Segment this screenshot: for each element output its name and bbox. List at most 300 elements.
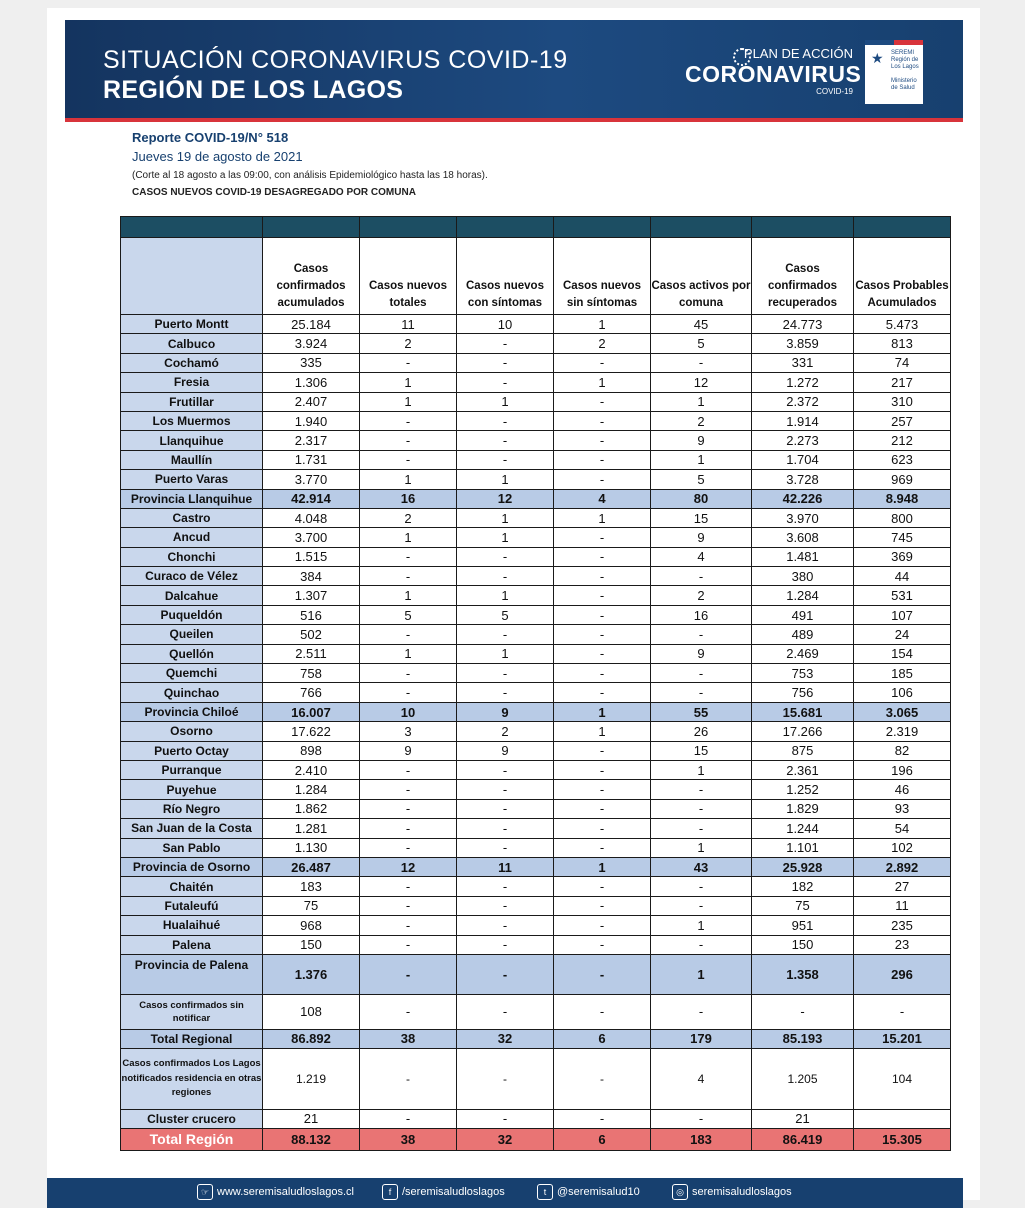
table-row bbox=[121, 664, 951, 683]
table-cell: 102 bbox=[854, 838, 951, 857]
row-label: Cluster crucero bbox=[121, 1109, 263, 1128]
table-cell: 3.065 bbox=[854, 702, 951, 721]
table-cell: 2 bbox=[360, 334, 457, 353]
footer-twitter-label: @seremisalud10 bbox=[557, 1186, 640, 1198]
table-cell: 1.284 bbox=[263, 780, 360, 799]
row-label: Casos confirmados sin notificar bbox=[121, 994, 263, 1029]
table-cell: 150 bbox=[263, 935, 360, 954]
table-cell: 489 bbox=[752, 625, 854, 644]
table-cell: 9 bbox=[457, 702, 554, 721]
instagram-icon: ◎ bbox=[672, 1184, 688, 1200]
row-label: Provincia de Palena bbox=[121, 954, 263, 994]
table-cell: 3.770 bbox=[263, 470, 360, 489]
table-header-row bbox=[121, 238, 951, 315]
footer-facebook[interactable] bbox=[382, 1184, 505, 1200]
table-cell: 951 bbox=[752, 916, 854, 935]
table-cell: 26.487 bbox=[263, 857, 360, 876]
plan-sub: COVID-19 bbox=[816, 87, 853, 96]
row-label: Futaleufú bbox=[121, 896, 263, 915]
footer-web[interactable] bbox=[197, 1184, 354, 1200]
plan-logo bbox=[685, 46, 862, 96]
table-cell: 2 bbox=[651, 586, 752, 605]
table-row bbox=[121, 547, 951, 566]
table-cell: 86.892 bbox=[263, 1029, 360, 1048]
table-cell: 623 bbox=[854, 450, 951, 469]
table-cell: 1 bbox=[554, 373, 651, 392]
table-cell: 183 bbox=[651, 1128, 752, 1150]
table-cell: 179 bbox=[651, 1029, 752, 1048]
row-label: Calbuco bbox=[121, 334, 263, 353]
table-cell: 12 bbox=[360, 857, 457, 876]
table-cell: 1.481 bbox=[752, 547, 854, 566]
table-cell: 9 bbox=[457, 741, 554, 760]
table-cell: - bbox=[651, 664, 752, 683]
table-cell: - bbox=[554, 954, 651, 994]
table-cell: 15.201 bbox=[854, 1029, 951, 1048]
table-cell: - bbox=[360, 567, 457, 586]
table-cell: 491 bbox=[752, 605, 854, 624]
table-cell: 875 bbox=[752, 741, 854, 760]
table-cell: 108 bbox=[263, 994, 360, 1029]
table-cell: - bbox=[554, 799, 651, 818]
table-cell: 1.940 bbox=[263, 411, 360, 430]
table-cell: 2 bbox=[651, 411, 752, 430]
table-cell: 758 bbox=[263, 664, 360, 683]
table-row bbox=[121, 819, 951, 838]
table-cell: 42.914 bbox=[263, 489, 360, 508]
table-cell: - bbox=[360, 780, 457, 799]
table-cell: 104 bbox=[854, 1048, 951, 1109]
table-cell: 1 bbox=[360, 392, 457, 411]
table-cell: 898 bbox=[263, 741, 360, 760]
table-cell: 4 bbox=[651, 547, 752, 566]
table-cell: - bbox=[457, 334, 554, 353]
banner-title-line2: REGIÓN DE LOS LAGOS bbox=[103, 76, 404, 104]
table-cell: 5.473 bbox=[854, 315, 951, 334]
report-subtitle: CASOS NUEVOS COVID-19 DESAGREGADO POR COMUNA bbox=[132, 187, 416, 198]
table-cell: 25.184 bbox=[263, 315, 360, 334]
table-cell: - bbox=[360, 954, 457, 994]
table-cell: 1.307 bbox=[263, 586, 360, 605]
table-cell: - bbox=[360, 353, 457, 372]
table-cell: 86.419 bbox=[752, 1128, 854, 1150]
table-row bbox=[121, 935, 951, 954]
table-cell: 183 bbox=[263, 877, 360, 896]
table-cell: 185 bbox=[854, 664, 951, 683]
table-cell: - bbox=[360, 916, 457, 935]
table-cell: 1 bbox=[457, 470, 554, 489]
table-cell: - bbox=[457, 1109, 554, 1128]
table-cell: 26 bbox=[651, 722, 752, 741]
table-cell: - bbox=[554, 625, 651, 644]
table-cell: 1.704 bbox=[752, 450, 854, 469]
star-icon: ★ bbox=[871, 50, 884, 66]
table-cell: - bbox=[554, 819, 651, 838]
table-cell: 10 bbox=[360, 702, 457, 721]
otras-row bbox=[121, 1048, 951, 1109]
table-cell: - bbox=[457, 664, 554, 683]
table-cell: - bbox=[360, 1109, 457, 1128]
table-cell: - bbox=[457, 896, 554, 915]
table-cell: 17.266 bbox=[752, 722, 854, 741]
table-cell: - bbox=[457, 625, 554, 644]
table-cell: 12 bbox=[651, 373, 752, 392]
table-cell: 2.372 bbox=[752, 392, 854, 411]
table-cell: 502 bbox=[263, 625, 360, 644]
table-cell: - bbox=[360, 547, 457, 566]
table-cell: 16.007 bbox=[263, 702, 360, 721]
table-cell: 1.219 bbox=[263, 1048, 360, 1109]
row-label: Hualaihué bbox=[121, 916, 263, 935]
table-cell: - bbox=[360, 625, 457, 644]
table-cell: - bbox=[360, 935, 457, 954]
table-cell: 38 bbox=[360, 1128, 457, 1150]
cluster-row bbox=[121, 1109, 951, 1128]
table-cell: 1 bbox=[554, 857, 651, 876]
row-label: Dalcahue bbox=[121, 586, 263, 605]
table-cell: 1.829 bbox=[752, 799, 854, 818]
table-cell: - bbox=[554, 1048, 651, 1109]
table-cell: - bbox=[554, 916, 651, 935]
table-cell: 3.924 bbox=[263, 334, 360, 353]
table-cell: 15 bbox=[651, 508, 752, 527]
table-cell: 1.272 bbox=[752, 373, 854, 392]
table-cell: 6 bbox=[554, 1128, 651, 1150]
table-cell: - bbox=[554, 741, 651, 760]
table-cell: - bbox=[651, 567, 752, 586]
row-label: Los Muermos bbox=[121, 411, 263, 430]
table-cell: 369 bbox=[854, 547, 951, 566]
table-cell: - bbox=[651, 896, 752, 915]
table-cell: 54 bbox=[854, 819, 951, 838]
table-row bbox=[121, 353, 951, 372]
table-cell: - bbox=[360, 450, 457, 469]
column-header: Casos activos por comuna bbox=[651, 238, 752, 315]
table-cell: 531 bbox=[854, 586, 951, 605]
row-label: Osorno bbox=[121, 722, 263, 741]
table-cell: - bbox=[554, 567, 651, 586]
table-cell: - bbox=[360, 1048, 457, 1109]
table-cell: 74 bbox=[854, 353, 951, 372]
report-page bbox=[47, 8, 980, 1200]
table-cell: 85.193 bbox=[752, 1029, 854, 1048]
footer-facebook-label: /seremisaludloslagos bbox=[402, 1186, 505, 1198]
row-label: Queilen bbox=[121, 625, 263, 644]
table-cell: 2.319 bbox=[854, 722, 951, 741]
tot-row bbox=[121, 1029, 951, 1048]
province-row bbox=[121, 489, 951, 508]
table-cell: 766 bbox=[263, 683, 360, 702]
table-cell: 11 bbox=[360, 315, 457, 334]
table-row bbox=[121, 470, 951, 489]
table-cell: 42.226 bbox=[752, 489, 854, 508]
table-cell: 1 bbox=[554, 315, 651, 334]
table-cell: - bbox=[457, 567, 554, 586]
banner-title-line1: SITUACIÓN CORONAVIRUS COVID-19 bbox=[103, 46, 568, 74]
row-label: San Juan de la Costa bbox=[121, 819, 263, 838]
table-cell: 11 bbox=[457, 857, 554, 876]
table-cell: 24.773 bbox=[752, 315, 854, 334]
table-row bbox=[121, 896, 951, 915]
table-cell: - bbox=[554, 935, 651, 954]
row-label: Provincia Llanquihue bbox=[121, 489, 263, 508]
row-label: Puyehue bbox=[121, 780, 263, 799]
table-cell: 1 bbox=[457, 586, 554, 605]
table-cell: 3.608 bbox=[752, 528, 854, 547]
table-cell: 27 bbox=[854, 877, 951, 896]
row-label: Palena bbox=[121, 935, 263, 954]
table-cell: 1 bbox=[360, 373, 457, 392]
table-cell: 150 bbox=[752, 935, 854, 954]
row-label: Quemchi bbox=[121, 664, 263, 683]
table-cell: 106 bbox=[854, 683, 951, 702]
table-cell: - bbox=[457, 780, 554, 799]
plan-label: PLAN DE ACCIÓN bbox=[743, 46, 853, 61]
table-cell: 335 bbox=[263, 353, 360, 372]
table-cell: 3.859 bbox=[752, 334, 854, 353]
footer-instagram[interactable] bbox=[672, 1184, 792, 1200]
footer-instagram-label: seremisaludloslagos bbox=[692, 1186, 792, 1198]
plan-name: CORONAVIRUS bbox=[685, 61, 862, 87]
province-row bbox=[121, 702, 951, 721]
table-cell: 1 bbox=[651, 916, 752, 935]
table-cell: 32 bbox=[457, 1128, 554, 1150]
table-cell: 2.410 bbox=[263, 760, 360, 779]
table-row bbox=[121, 567, 951, 586]
row-label: Puqueldón bbox=[121, 605, 263, 624]
row-label: San Pablo bbox=[121, 838, 263, 857]
row-label: Chonchi bbox=[121, 547, 263, 566]
government-logo bbox=[865, 40, 923, 104]
table-cell: 1 bbox=[554, 702, 651, 721]
table-cell: 968 bbox=[263, 916, 360, 935]
table-row bbox=[121, 799, 951, 818]
row-label: Quellón bbox=[121, 644, 263, 663]
table-row bbox=[121, 508, 951, 527]
table-cell: 15 bbox=[651, 741, 752, 760]
table-cell: 800 bbox=[854, 508, 951, 527]
table-cell: 1.731 bbox=[263, 450, 360, 469]
table-cell: 80 bbox=[651, 489, 752, 508]
table-cell: - bbox=[457, 1048, 554, 1109]
cases-table bbox=[120, 216, 951, 1151]
table-row bbox=[121, 838, 951, 857]
table-cell: 16 bbox=[651, 605, 752, 624]
table-cell: - bbox=[854, 994, 951, 1029]
table-cell: - bbox=[360, 838, 457, 857]
table-cell: - bbox=[554, 586, 651, 605]
province-row bbox=[121, 857, 951, 876]
table-cell: 1.281 bbox=[263, 819, 360, 838]
row-label: Provincia de Osorno bbox=[121, 857, 263, 876]
table-cell: 24 bbox=[854, 625, 951, 644]
gov-label: SEREMI Región de Los Lagos Ministerio de Salud bbox=[891, 50, 919, 91]
table-cell: - bbox=[360, 994, 457, 1029]
table-cell: 17.622 bbox=[263, 722, 360, 741]
table-cell: - bbox=[360, 760, 457, 779]
table-cell: 235 bbox=[854, 916, 951, 935]
table-cell: - bbox=[457, 411, 554, 430]
table-cell: 46 bbox=[854, 780, 951, 799]
table-cell: 21 bbox=[263, 1109, 360, 1128]
table-cell: 3.728 bbox=[752, 470, 854, 489]
cases-table-wrapper bbox=[120, 216, 950, 1151]
table-cell: 1.515 bbox=[263, 547, 360, 566]
table-cell: - bbox=[554, 683, 651, 702]
table-cell: 23 bbox=[854, 935, 951, 954]
grand-row bbox=[121, 1128, 951, 1150]
row-label: Río Negro bbox=[121, 799, 263, 818]
web-icon: ☞ bbox=[197, 1184, 213, 1200]
table-row bbox=[121, 411, 951, 430]
table-cell: 88.132 bbox=[263, 1128, 360, 1150]
table-cell: 1 bbox=[457, 528, 554, 547]
table-cell: - bbox=[457, 916, 554, 935]
table-cell: 5 bbox=[651, 470, 752, 489]
table-cell: 107 bbox=[854, 605, 951, 624]
table-cell: 1.914 bbox=[752, 411, 854, 430]
table-row bbox=[121, 605, 951, 624]
table-cell: 25.928 bbox=[752, 857, 854, 876]
table-cell: 1 bbox=[457, 644, 554, 663]
table-cell: 2 bbox=[457, 722, 554, 741]
table-cell: 2.469 bbox=[752, 644, 854, 663]
table-cell: - bbox=[457, 450, 554, 469]
table-cell: 4 bbox=[651, 1048, 752, 1109]
table-cell: - bbox=[457, 431, 554, 450]
table-cell: - bbox=[554, 896, 651, 915]
table-cell: - bbox=[651, 799, 752, 818]
province-row bbox=[121, 954, 951, 994]
table-cell: 2.317 bbox=[263, 431, 360, 450]
table-cell: 45 bbox=[651, 315, 752, 334]
table-cell: 4.048 bbox=[263, 508, 360, 527]
table-cell: - bbox=[457, 877, 554, 896]
table-cell: 1.306 bbox=[263, 373, 360, 392]
footer-twitter[interactable] bbox=[537, 1184, 640, 1200]
table-row bbox=[121, 722, 951, 741]
table-cell: 12 bbox=[457, 489, 554, 508]
table-cell: 16 bbox=[360, 489, 457, 508]
table-cell: - bbox=[457, 547, 554, 566]
table-cell: - bbox=[554, 392, 651, 411]
table-cell: 1.376 bbox=[263, 954, 360, 994]
row-label: Llanquihue bbox=[121, 431, 263, 450]
table-cell: 4 bbox=[554, 489, 651, 508]
table-cell: 1.252 bbox=[752, 780, 854, 799]
table-cell: 1 bbox=[457, 508, 554, 527]
table-row bbox=[121, 450, 951, 469]
table-row bbox=[121, 315, 951, 334]
row-label: Frutillar bbox=[121, 392, 263, 411]
table-cell: - bbox=[651, 994, 752, 1029]
table-cell: 55 bbox=[651, 702, 752, 721]
table-cell: 1.284 bbox=[752, 586, 854, 605]
table-row bbox=[121, 431, 951, 450]
row-label: Fresia bbox=[121, 373, 263, 392]
table-cell: - bbox=[651, 780, 752, 799]
table-cell: - bbox=[360, 411, 457, 430]
table-cell: 384 bbox=[263, 567, 360, 586]
row-label: Chaitén bbox=[121, 877, 263, 896]
row-label: Curaco de Vélez bbox=[121, 567, 263, 586]
table-cell: - bbox=[457, 838, 554, 857]
table-cell: - bbox=[554, 1109, 651, 1128]
table-cell: 1.205 bbox=[752, 1048, 854, 1109]
table-cell: 969 bbox=[854, 470, 951, 489]
table-cell: 1 bbox=[651, 450, 752, 469]
table-cell: - bbox=[651, 683, 752, 702]
table-cell: 2.407 bbox=[263, 392, 360, 411]
table-cell: 15.305 bbox=[854, 1128, 951, 1150]
table-cell: 75 bbox=[752, 896, 854, 915]
row-label: Puerto Varas bbox=[121, 470, 263, 489]
row-label: Provincia Chiloé bbox=[121, 702, 263, 721]
table-cell bbox=[854, 1109, 951, 1128]
report-date: Jueves 19 de agosto de 2021 bbox=[132, 149, 303, 164]
table-cell: - bbox=[554, 547, 651, 566]
table-cell: 43 bbox=[651, 857, 752, 876]
table-cell: 5 bbox=[457, 605, 554, 624]
table-cell: 1.130 bbox=[263, 838, 360, 857]
table-cell: 2.361 bbox=[752, 760, 854, 779]
report-cutoff: (Corte al 18 agosto a las 09:00, con análisis Epidemiológico hasta las 18 horas). bbox=[132, 170, 488, 181]
table-cell: 9 bbox=[651, 528, 752, 547]
table-row bbox=[121, 780, 951, 799]
table-cell: 756 bbox=[752, 683, 854, 702]
row-label: Purranque bbox=[121, 760, 263, 779]
table-top-bar bbox=[121, 217, 951, 238]
table-cell: - bbox=[554, 644, 651, 663]
table-cell: 380 bbox=[752, 567, 854, 586]
table-row bbox=[121, 741, 951, 760]
table-cell: 82 bbox=[854, 741, 951, 760]
table-cell: - bbox=[651, 353, 752, 372]
table-cell: - bbox=[554, 470, 651, 489]
table-cell: 1 bbox=[360, 470, 457, 489]
table-cell: 3.970 bbox=[752, 508, 854, 527]
table-cell: 1.358 bbox=[752, 954, 854, 994]
sin-row bbox=[121, 994, 951, 1029]
table-cell: - bbox=[457, 353, 554, 372]
table-cell: - bbox=[457, 760, 554, 779]
row-label: Castro bbox=[121, 508, 263, 527]
column-header: Casos nuevos totales bbox=[360, 238, 457, 315]
table-cell: - bbox=[554, 605, 651, 624]
table-row bbox=[121, 334, 951, 353]
table-cell: 2.892 bbox=[854, 857, 951, 876]
table-cell: 9 bbox=[651, 644, 752, 663]
table-cell: 516 bbox=[263, 605, 360, 624]
table-cell: - bbox=[360, 664, 457, 683]
table-cell: - bbox=[360, 819, 457, 838]
facebook-icon: f bbox=[382, 1184, 398, 1200]
table-cell: 331 bbox=[752, 353, 854, 372]
table-cell: - bbox=[457, 935, 554, 954]
table-row bbox=[121, 392, 951, 411]
table-cell: 1 bbox=[651, 838, 752, 857]
table-cell: 1.862 bbox=[263, 799, 360, 818]
table-cell: - bbox=[457, 819, 554, 838]
table-cell: 1 bbox=[457, 392, 554, 411]
table-cell: 21 bbox=[752, 1109, 854, 1128]
report-number: Reporte COVID-19/N° 518 bbox=[132, 130, 289, 145]
table-cell: - bbox=[360, 896, 457, 915]
table-cell: 6 bbox=[554, 1029, 651, 1048]
table-cell: 813 bbox=[854, 334, 951, 353]
table-cell: 296 bbox=[854, 954, 951, 994]
table-cell: - bbox=[651, 1109, 752, 1128]
